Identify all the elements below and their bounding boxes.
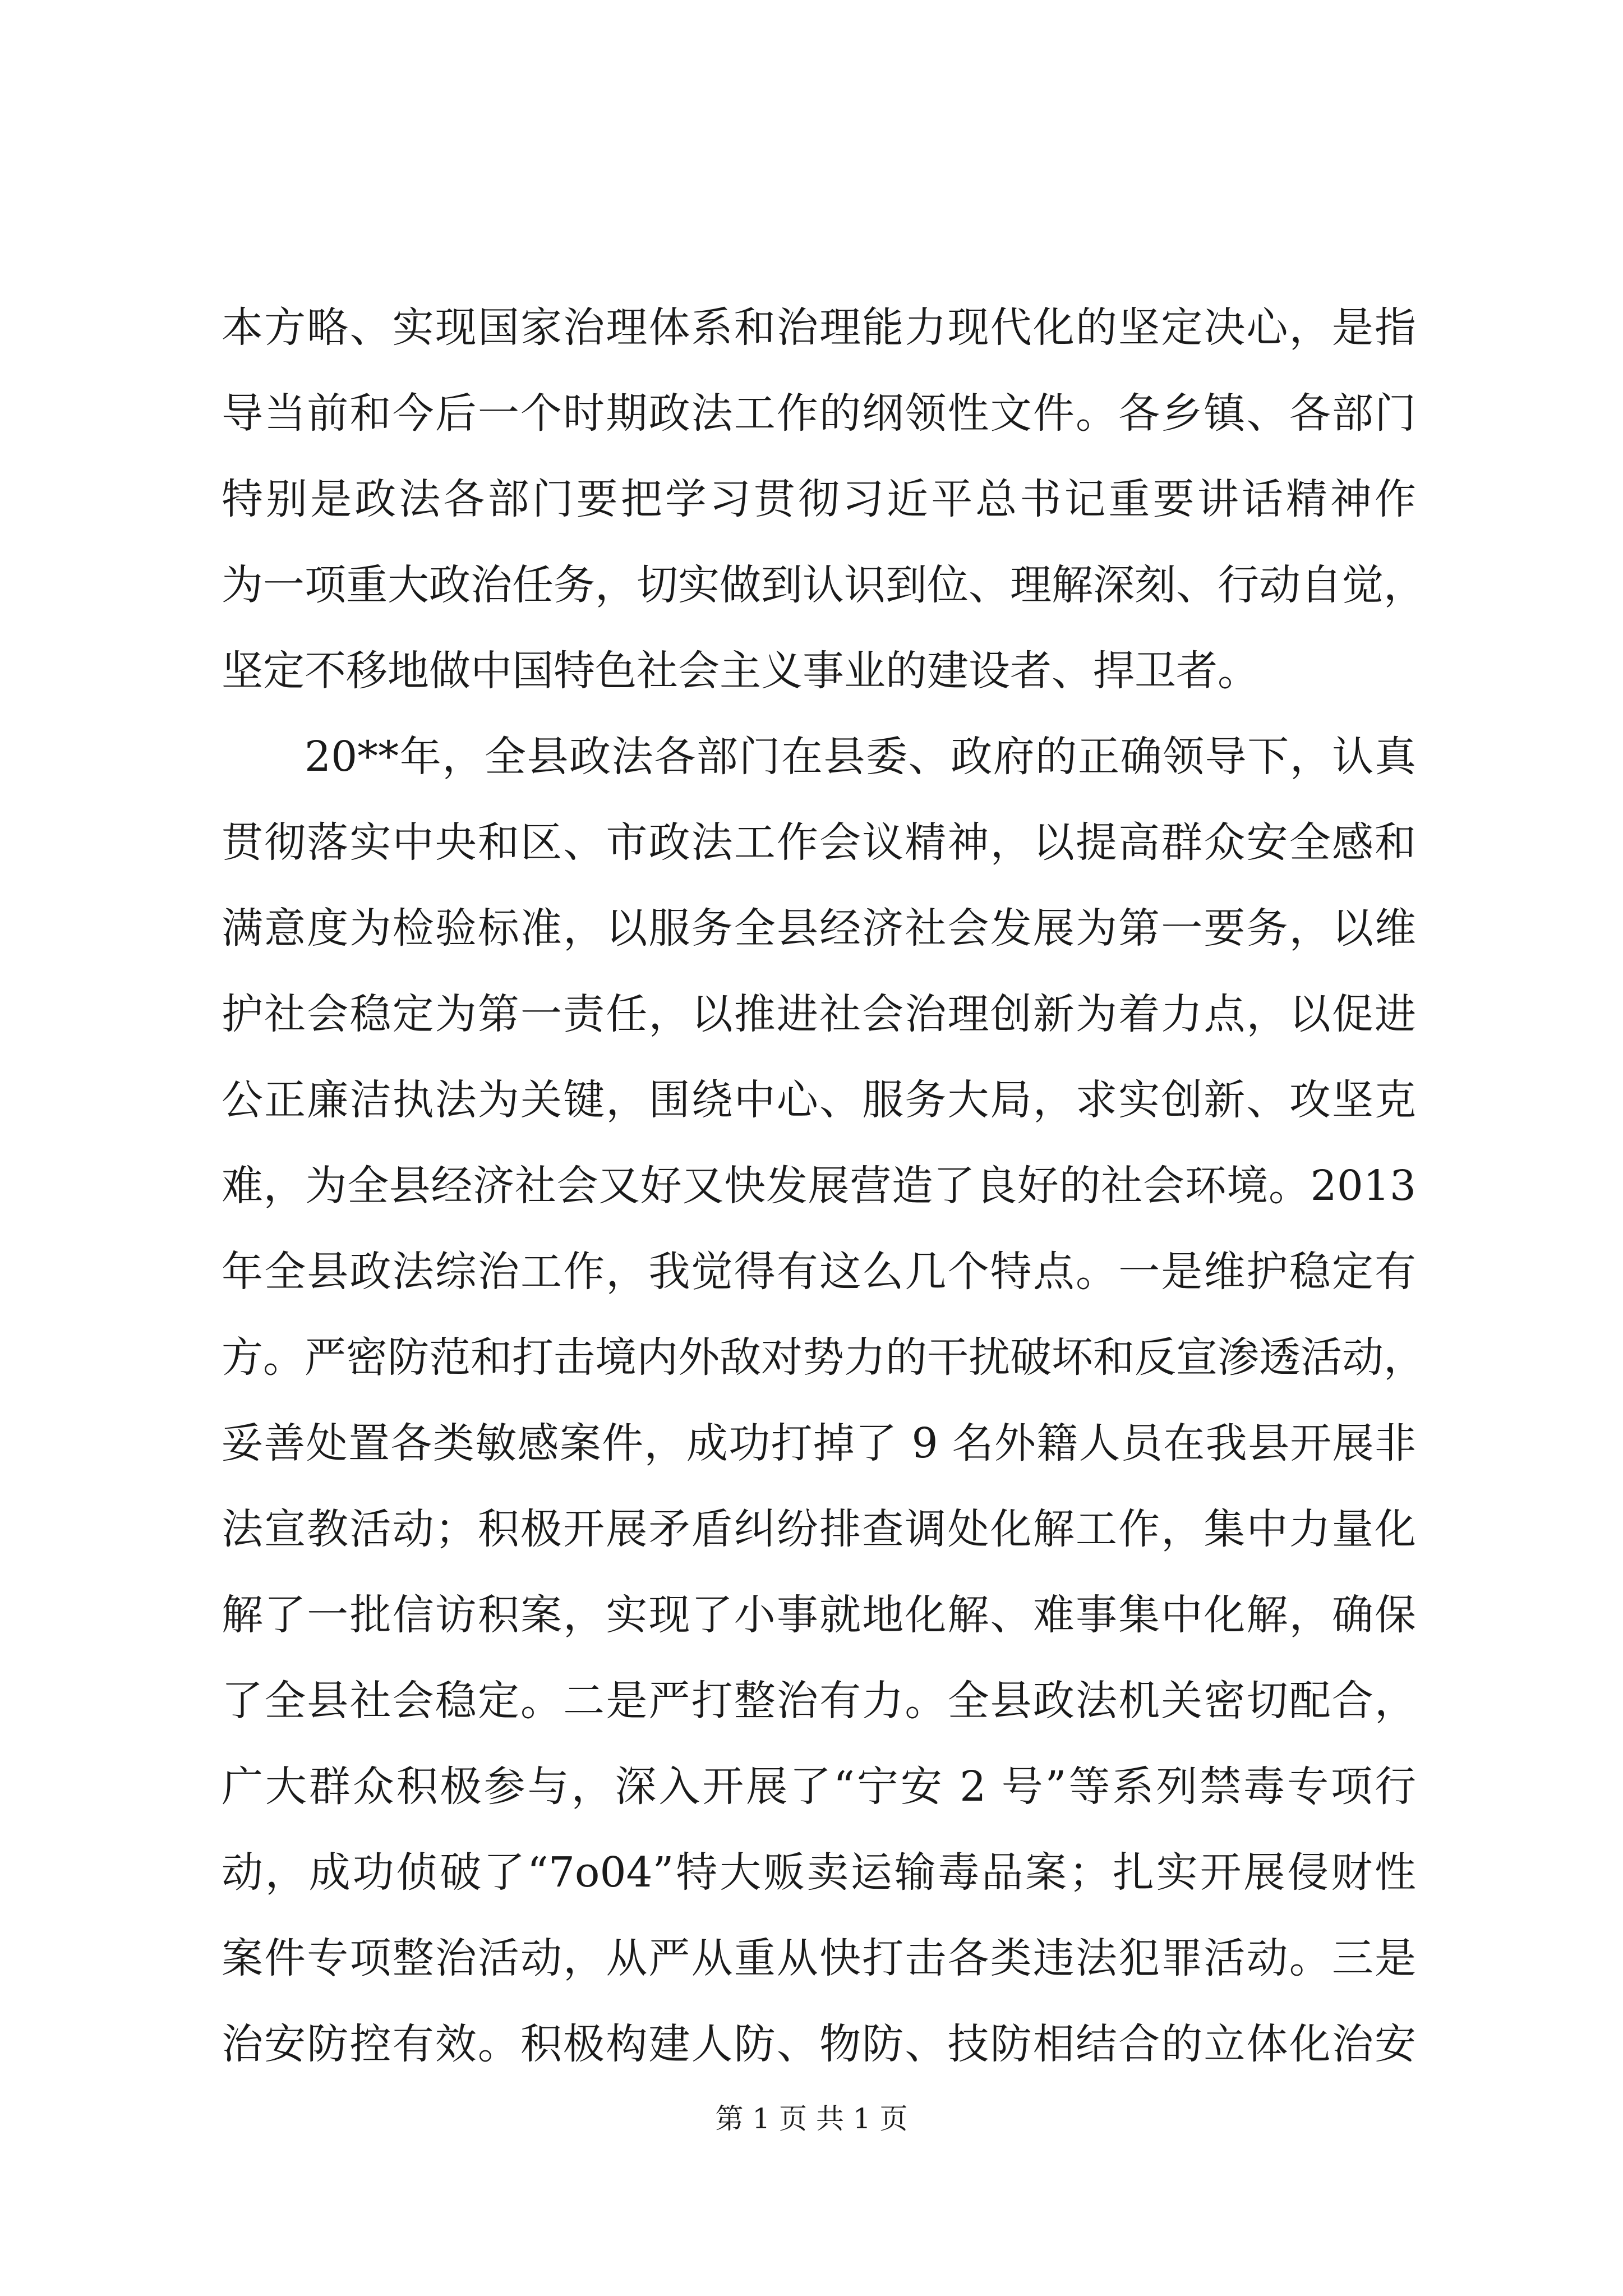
text-line: 20**年，全县政法各部门在县委、政府的正确领导下，认真	[305, 733, 1416, 781]
text-line: 特别是政法各部门要把学习贯彻习近平总书记重要讲话精神作	[222, 475, 1416, 523]
text-line: 导当前和今后一个时期政法工作的纲领性文件。各乡镇、各部门	[222, 389, 1416, 438]
text-line: 难，为全县经济社会又好又快发展营造了良好的社会环境。2013	[222, 1162, 1416, 1210]
text-line: 方。严密防范和打击境内外敌对势力的干扰破坏和反宣渗透活动，	[222, 1333, 1425, 1382]
text-line: 治安防控有效。积极构建人防、物防、技防相结合的立体化治安	[222, 2020, 1416, 2068]
text-line: 法宣教活动；积极开展矛盾纠纷排查调处化解工作，集中力量化	[222, 1505, 1416, 1553]
text-line: 解了一批信访积案，实现了小事就地化解、难事集中化解，确保	[222, 1591, 1416, 1639]
text-line: 公正廉洁执法为关键，围绕中心、服务大局，求实创新、攻坚克	[222, 1076, 1416, 1124]
text-line: 动，成功侦破了“7o04”特大贩卖运输毒品案；扎实开展侵财性	[222, 1848, 1416, 1897]
text-line: 为一项重大政治任务，切实做到认识到位、理解深刻、行动自觉，	[222, 561, 1425, 609]
text-line: 年全县政法综治工作，我觉得有这么几个特点。一是维护稳定有	[222, 1248, 1416, 1296]
text-line: 妥善处置各类敏感案件，成功打掉了 9 名外籍人员在我县开展非	[222, 1419, 1416, 1467]
text-line: 案件专项整治活动，从严从重从快打击各类违法犯罪活动。三是	[222, 1934, 1416, 1982]
page-number-footer: 第 1 页 共 1 页	[715, 2102, 908, 2135]
document-body	[222, 285, 1425, 2087]
text-line: 广大群众积极参与，深入开展了“宁安 2 号”等系列禁毒专项行	[222, 1763, 1416, 1811]
text-line: 护社会稳定为第一责任，以推进社会治理创新为着力点，以促进	[222, 990, 1416, 1038]
text-line: 满意度为检验标准，以服务全县经济社会发展为第一要务，以维	[222, 904, 1416, 953]
text-line: 了全县社会稳定。二是严打整治有力。全县政法机关密切配合，	[222, 1677, 1416, 1725]
text-line: 本方略、实现国家治理体系和治理能力现代化的坚定决心，是指	[222, 303, 1416, 352]
text-line: 贯彻落实中央和区、市政法工作会议精神，以提高群众安全感和	[222, 818, 1416, 867]
text-line: 坚定不移地做中国特色社会主义事业的建设者、捍卫者。	[222, 647, 1259, 695]
